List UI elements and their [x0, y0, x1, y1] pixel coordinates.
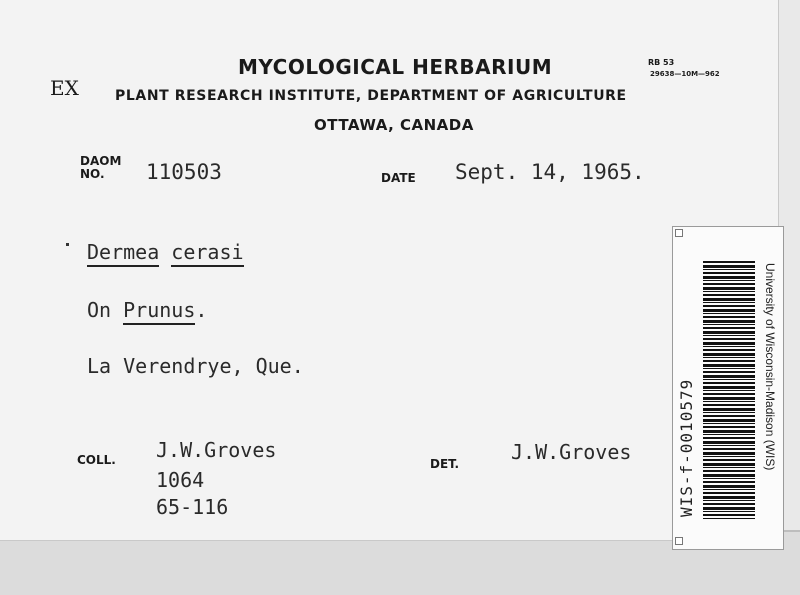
host-suffix: . [195, 298, 208, 322]
institute-name: PLANT RESEARCH INSTITUTE, DEPARTMENT OF AGRICULTURE [115, 88, 627, 104]
margin-dot [66, 243, 69, 246]
species-name [87, 240, 244, 264]
coll-label: COLL. [77, 453, 116, 467]
collector-name: J.W.Groves [156, 438, 277, 462]
corner-mark [675, 537, 683, 545]
barcode-institution: University of Wisconsin-Madison (WIS) [763, 263, 777, 471]
corner-mark [675, 229, 683, 237]
daom-number: 110503 [146, 160, 222, 184]
host-name: Prunus [123, 298, 195, 325]
barcode-bars [703, 261, 755, 519]
locality: La Verendrye, Que. [87, 354, 304, 378]
barcode-label [672, 226, 784, 550]
barcode-text: WIS-f-0010579 [677, 378, 696, 517]
determiner-name: J.W.Groves [511, 440, 632, 464]
collection-date: Sept. 14, 1965. [455, 160, 645, 184]
form-print-number: 29638—10M—962 [650, 70, 720, 78]
field-number: 65-116 [156, 495, 229, 519]
herbarium-title: MYCOLOGICAL HERBARIUM [238, 55, 553, 79]
form-code: RB 53 [648, 58, 675, 67]
institute-city: OTTAWA, CANADA [314, 116, 474, 134]
host-prefix: On [87, 298, 112, 322]
genus: Dermea [87, 240, 159, 267]
daom-no-label: NO. [80, 167, 105, 181]
date-label: DATE [381, 171, 416, 185]
daom-label: DAOM [80, 154, 122, 168]
ex-mark: EX [50, 76, 79, 100]
det-label: DET. [430, 457, 460, 471]
epithet: cerasi [171, 240, 243, 267]
collector-number: 1064 [156, 468, 205, 492]
host-line [87, 298, 207, 322]
